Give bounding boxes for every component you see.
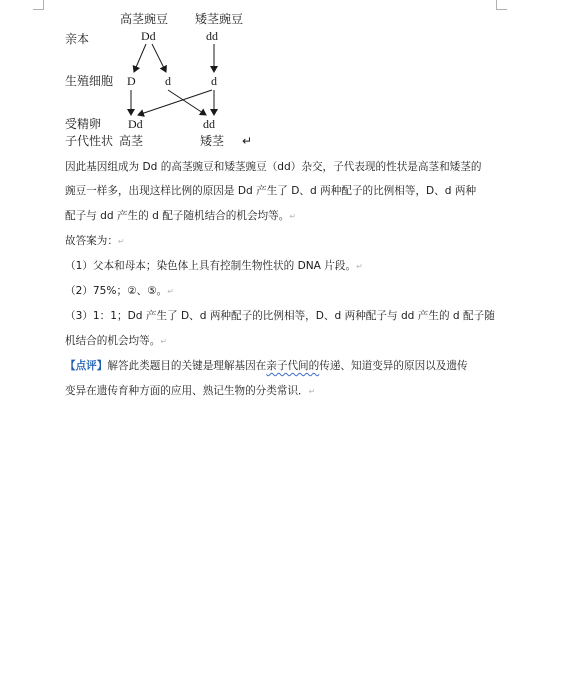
paragraph-mark: ↵ [356,262,363,271]
explanation-line-1: 因此基因组成为 Dd 的高茎豌豆和矮茎豌豆（dd）杂交，子代表现的性状是高茎和矮茎的 [65,161,482,173]
answer-intro: 故答案为：↵ [65,235,125,247]
explanation-line-2: 豌豆一样多，出现这样比例的原因是 Dd 产生了 D、d 两种配子的比例相等，D、d 两种 [65,185,477,197]
answer-3-line-2: 机结合的机会均等。↵ [65,335,168,347]
paragraph-mark: ↵ [289,212,297,221]
comment-tag: 【点评】 [65,360,108,372]
genetic-cross-diagram [0,0,581,160]
arrow-Dd-to-D [134,44,146,72]
row-label-parent: 亲本 [65,32,90,46]
zygote-dd: dd [203,117,215,131]
zygote-Dd: Dd [128,117,143,131]
explanation-line-3: 配子与 dd 产生的 d 配子随机结合的机会均等。↵ [65,210,297,222]
paragraph-mark: ↵ [242,134,253,148]
comment-line-1: 【点评】解答此类题目的关键是理解基因在亲子代间的传递、知道变异的原因以及遗传 [65,360,468,372]
paragraph-mark: ↵ [160,337,168,346]
paragraph-mark: ↵ [167,287,174,296]
row-label-offspring: 子代性状 [65,134,114,148]
offspring-short: 矮茎 [200,134,225,148]
offspring-tall: 高茎 [119,134,144,148]
genotype-tall: Dd [141,29,156,43]
row-label-zygote: 受精卵 [65,117,102,131]
gamete-D: D [127,74,136,88]
answer-3-line-1: （3）1：1；Dd 产生了 D、d 两种配子的比例相等，D、d 两种配子与 dd 产生的 d 配子随 [65,310,495,322]
arrow-Dd-to-d [152,44,166,72]
answer-1: （1）父本和母本；染色体上具有控制生物性状的 DNA 片段。↵ [65,260,363,272]
paragraph-mark: ↵ [308,387,316,396]
comment-line-2: 变异在遗传育种方面的应用、熟记生物的分类常识．↵ [65,385,316,397]
spellcheck-underlined-text: 亲子代间的 [266,360,320,372]
parent-short-label: 矮茎豌豆 [195,12,244,26]
gamete-d-from-tall: d [165,74,171,88]
parent-tall-label: 高茎豌豆 [120,12,169,26]
genotype-short: dd [206,29,218,43]
gamete-d-from-short: d [211,74,217,88]
answer-2: （2）75%；②、⑤。↵ [65,285,174,297]
row-label-gamete: 生殖细胞 [65,74,114,88]
paragraph-mark: ↵ [117,237,125,246]
